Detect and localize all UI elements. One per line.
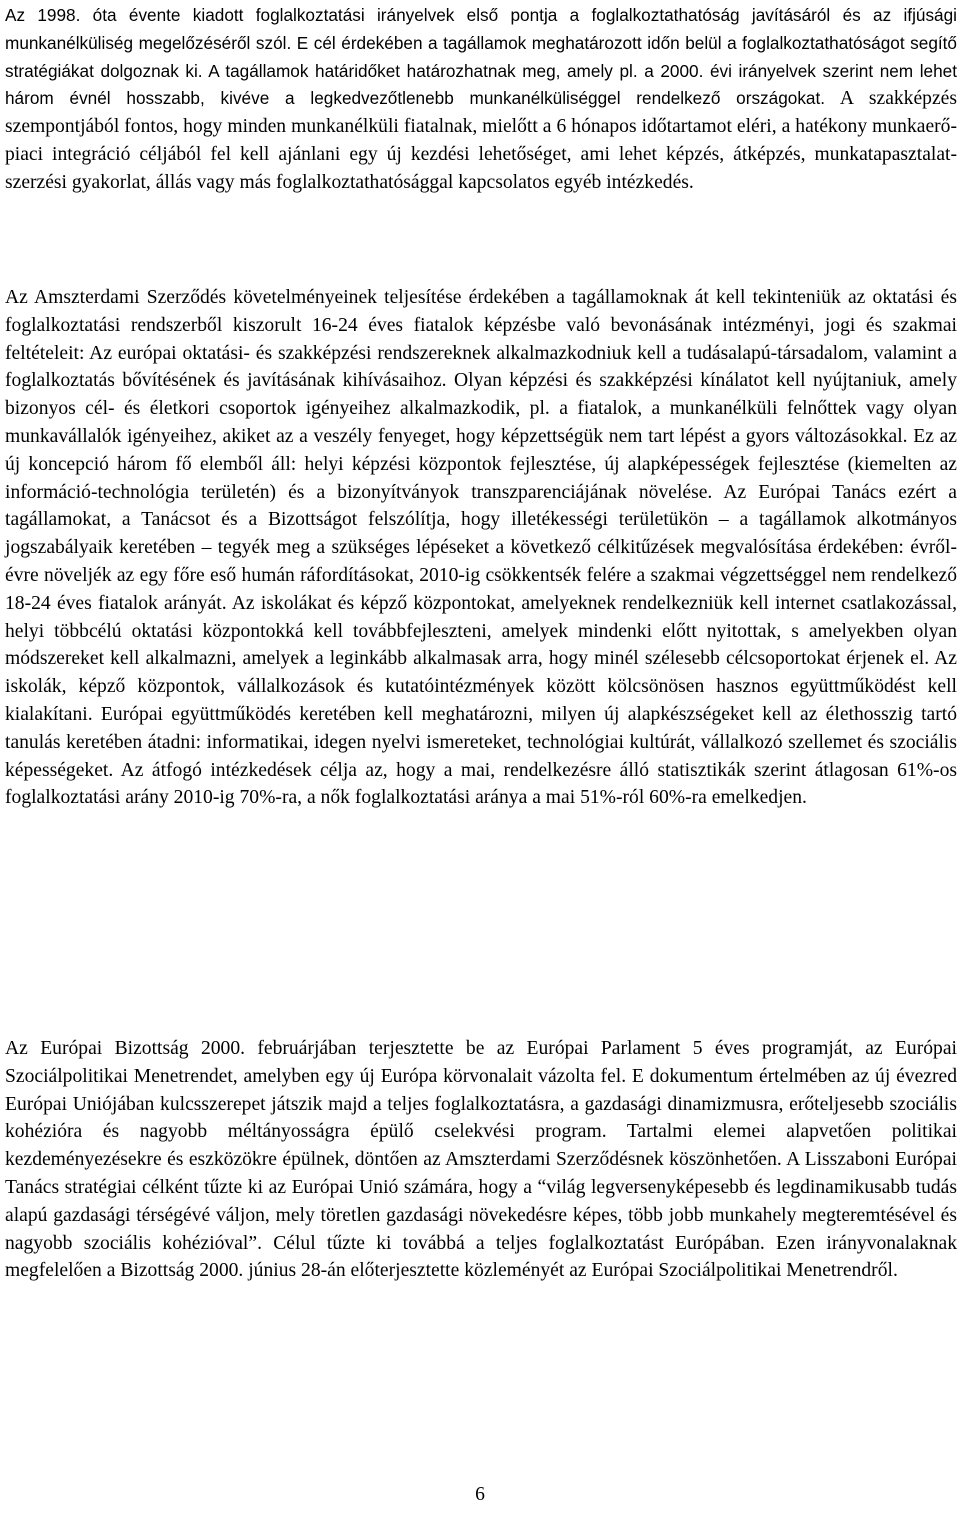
paragraph-social-policy-agenda: Az Európai Bizottság 2000. februárjában terjesztette be az Európai Parlament 5 éves programját, az Európai Szociálpolitikai Menetrendet, amelyben egy új Európa körvonalait vázolta fel. E dokumentum értelmében az új évezred Európai Uniójában kulcsszerepet játszik majd a teljes foglalkoztatásra, a gazdasági dinamizmusra, erőteljesebb szociális kohézióra és nagyobb méltányosságra épülő cselekvési program. Tartalmi elemei alapvetően politikai kezdeményezésekre és eszközökre épülnek, döntően az Amszterdami Szerződésnek köszönhetően. A Lisszaboni Európai Tanács stratégiai célként tűzte ki az Európai Unió számára, hogy a “világ legversenyképesebb és legdinamikusabb tudás alapú gazdasági térségévé váljon, mely töretlen gazdasági növekedésre képes, több jobb munkahely megteremtésével és nagyobb szociális kohézióval”. Célul tűzte ki továbbá a teljes foglalkoztatást Európában. Ezen irányvonalaknak megfelelően a Bizottság 2000. június 28-án előterjesztette közleményét az Európai Szociálpolitikai Menetrendről.: [5, 1038, 957, 1282]
paragraph-employment-guidelines: [5, 2, 957, 197]
page-number: 6: [475, 1484, 485, 1505]
paragraph-rest-text: A szakképzés szempontjából fontos, hogy minden munkanélküli fiatalnak, mielőtt a 6 hónapos időtartamot eléri, a hatékony munkaerő-piaci integráció céljából fel kell ajánlani egy új kezdési lehetőséget, ami lehet képzés, átképzés, munkatapasztalat-szerzési gyakorlat, állás vagy más foglalkoztathatósággal kapcsolatos egyéb intézkedés.: [5, 88, 957, 193]
paragraph-amsterdam-treaty: Az Amszterdami Szerződés követelményeinek teljesítése érdekében a tagállamoknak át kell tekinteniük az oktatási és foglalkoztatási rendszerből kiszorult 16-24 éves fiatalok képzésbe való bevonásának intézményi, jogi és szakmai feltételeit: Az európai oktatási- és szakképzési rendszereknek alkalmazkodniuk kell a tudásalapú-társadalom, valamint a foglalkoztatás bővítésének és javításának kihívásaihoz. Olyan képzési és szakképzési kínálatot kell nyújtaniuk, amely bizonyos cél- és életkori csoportok igényeihez alkalmazkodik, pl. a fiatalok, a munkanélküli felnőttek vagy olyan munkavállalók igényeihez, akiket az a veszély fenyeget, hogy képzettségük nem tart lépést a gyors változásokkal. Ez az új koncepció három fő elemből áll: helyi képzési központok fejlesztése, új alapképességek fejlesztése (kiemelten az információ-technológia területén) és a bizonyítványok transzparenciájának növelése. Az Európai Tanács ezért a tagállamokat, a Tanácsot és a Bizottságot felszólítja, hogy illetékességi területükön – a tagállamok alkotmányos jogszabályaik keretében – tegyék meg a szükséges lépéseket a következő célkitűzések megvalósítása érdekében: évről-évre növeljék az egy főre eső humán ráfordításokat, 2010-ig csökkentsék felére a szakmai végzettséggel nem rendelkező 18-24 éves fiatalok arányát. Az iskolákat és képző központokat, amelyeknek rendelkezniük kell internet csatlakozással, helyi többcélú oktatási központokká kell továbbfejleszteni, amelyek mindenki előtt nyitottak, s amelyekben olyan módszereket kell alkalmazni, amelyek a leginkább alkalmasak arra, hogy minél szélesebb célcsoportokat érjenek el. Az iskolák, képző központok, vállalkozások és kutatóintézmények között kölcsönösen hasznos együttműködést kell kialakítani. Európai együttműködés keretében kell meghatározni, milyen új alapkészségeket kell az élethosszig tartó tanulás keretében átadni: informatikai, idegen nyelvi ismereteket, technológiai kultúrát, vállalkozó szellemet és szociális képességeket. Az átfogó intézkedések célja az, hogy a mai, rendelkezésre álló statisztikák szerint átlagosan 61%-os foglalkoztatási arány 2010-ig 70%-ra, a nők foglalkoztatási aránya a mai 51%-ról 60%-ra emelkedjen.: [5, 287, 957, 809]
paragraph-lead-text: Az 1998. óta évente kiadott foglalkoztatási irányelvek első pontja a foglalkoztathatóság javításáról és az ifjúsági munkanélküliség megelőzéséről szól. E cél érdekében a tagállamok meghatározott időn belül a foglalkoztathatóságot segítő stratégiákat dolgoznak ki. A tagállamok határidőket határozhatnak meg, amely pl. a 2000. évi irányelvek szerint nem lehet három évnél hosszabb, kivéve a legkedvezőtlenebb munkanélküliséggel rendelkező országokat.: [5, 5, 957, 109]
